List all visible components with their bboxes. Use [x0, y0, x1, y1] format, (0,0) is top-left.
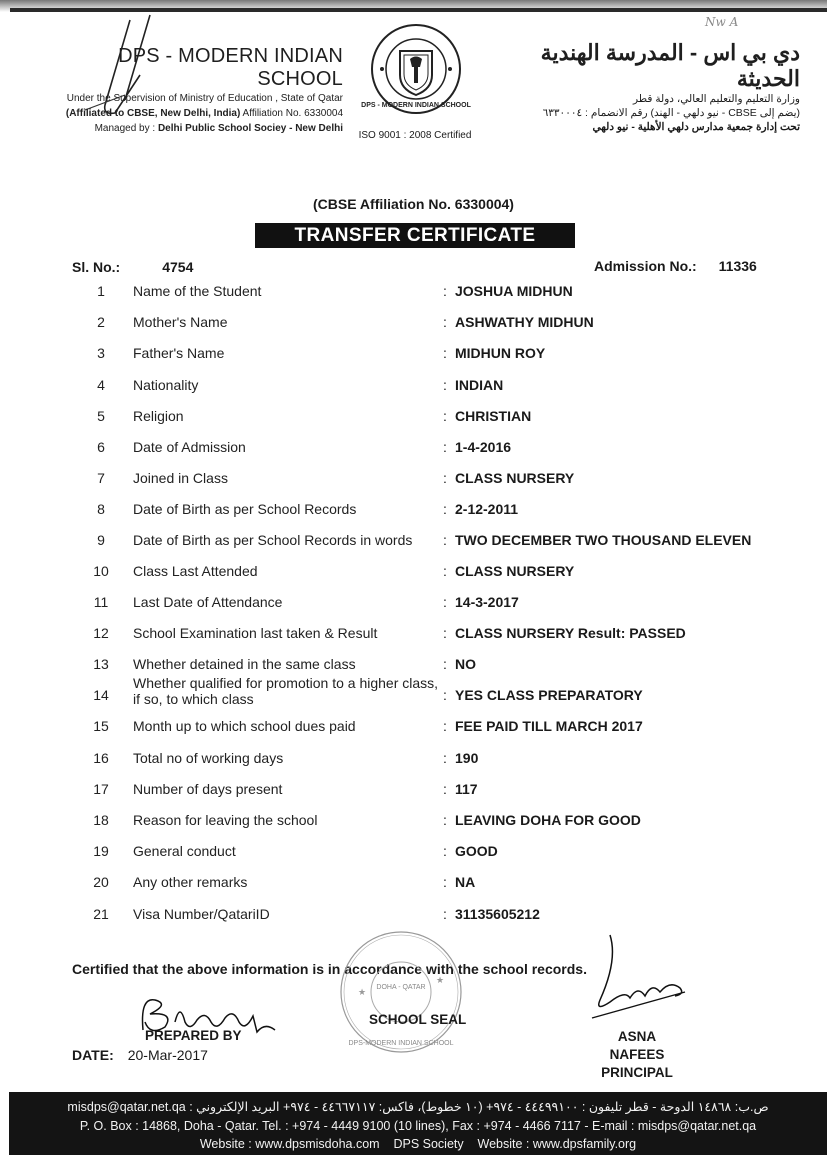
field-colon: :: [443, 408, 447, 424]
field-label: Reason for leaving the school: [133, 812, 318, 828]
field-number: 19: [93, 843, 109, 859]
field-number: 16: [93, 750, 109, 766]
school-logo-icon: [361, 23, 471, 115]
field-value: INDIAN: [455, 377, 504, 393]
prepared-by-label: PREPARED BY: [145, 1028, 242, 1043]
field-colon: :: [443, 594, 447, 610]
field-number: 11: [93, 594, 109, 610]
affiliation-text: [33, 106, 343, 121]
field-colon: :: [443, 874, 447, 890]
affiliation-bold: (Affiliated to CBSE, New Delhi, India): [65, 108, 241, 119]
field-colon: :: [443, 283, 447, 299]
school-header-english: [33, 45, 343, 136]
field-label: General conduct: [133, 843, 236, 859]
field-row: [90, 408, 790, 428]
field-row: [90, 283, 790, 303]
school-name: DPS - MODERN INDIAN SCHOOL: [118, 45, 343, 90]
field-number: 17: [93, 781, 109, 797]
field-number: 21: [93, 906, 109, 922]
field-row: [90, 439, 790, 459]
footer-address: P. O. Box : 14868, Doha - Qatar. Tel. : +974 - 4449 9100 (10 lines), Fax : +974 - 4466 7117 - E-mail : misdps@qatar.net.qa: [79, 1118, 757, 1133]
field-row: [90, 594, 790, 614]
field-label: Whether detained in the same class: [133, 656, 356, 672]
field-value: CLASS NURSERY Result: PASSED: [455, 625, 686, 641]
field-label: Number of days present: [133, 781, 283, 797]
field-value: TWO DECEMBER TWO THOUSAND ELEVEN: [455, 532, 752, 548]
admission-number: [594, 258, 757, 274]
arabic-school-name: دي بي اس - المدرسة الهندية الحديثة: [540, 40, 800, 91]
serial-number: [72, 259, 193, 275]
field-row: [90, 656, 790, 676]
field-label: Total no of working days: [133, 750, 284, 766]
issue-date: [72, 1047, 208, 1063]
field-label: Joined in Class: [133, 470, 228, 486]
field-colon: :: [443, 532, 447, 548]
field-value: CLASS NURSERY: [455, 563, 575, 579]
date-value: 20-Mar-2017: [127, 1047, 208, 1063]
field-label: Whether qualified for promotion to a higher class, if so, to which class: [133, 675, 439, 707]
field-label: Last Date of Attendance: [133, 594, 283, 610]
field-colon: :: [443, 314, 447, 330]
field-value: GOOD: [455, 843, 498, 859]
field-number: 3: [97, 345, 105, 361]
field-label: Nationality: [133, 377, 199, 393]
field-label: Date of Birth as per School Records in words: [133, 532, 413, 548]
managed-prefix: Managed by :: [94, 123, 158, 134]
field-colon: :: [443, 625, 447, 641]
certificate-title: TRANSFER CERTIFICATE: [255, 223, 575, 248]
serial-number-value: 4754: [162, 259, 194, 275]
admission-number-value: 11336: [718, 258, 757, 274]
field-row: [90, 675, 790, 707]
field-value: FEE PAID TILL MARCH 2017: [455, 718, 643, 734]
field-colon: :: [443, 843, 447, 859]
field-label: Any other remarks: [133, 874, 248, 890]
arabic-managed-by: تحت إدارة جمعية مدارس دلهي الأهلية - نيو دلهي: [592, 121, 800, 133]
school-header-arabic: [478, 40, 800, 134]
field-number: 1: [97, 283, 105, 299]
field-number: 10: [93, 563, 109, 579]
field-row: [90, 812, 790, 832]
footer-arabic-contact: ص.ب: ١٤٨٦٨ الدوحة - قطر تليفون : ٤٤٤٩٩١٠٠ - ٩٧٤+ (١٠ خطوط)، فاكس: ٤٤٦٦٧١١٧ - ٩٧٤+ البريد الإلكتروني : misdps@qatar.net.qa: [67, 1100, 769, 1114]
field-value: NO: [455, 656, 476, 672]
field-colon: :: [443, 470, 447, 486]
field-colon: :: [443, 718, 447, 734]
cbse-affiliation: (CBSE Affiliation No. 6330004): [313, 196, 514, 212]
seal-star-icon: ★: [358, 987, 367, 997]
field-row: [90, 377, 790, 397]
field-label: Religion: [133, 408, 184, 424]
field-label: Mother's Name: [133, 314, 228, 330]
serial-number-label: Sl. No.:: [72, 259, 121, 275]
field-row: [90, 532, 790, 552]
field-colon: :: [443, 563, 447, 579]
field-value: CLASS NURSERY: [455, 470, 575, 486]
supervision-text: Under the Supervision of Ministry of Education , State of Qatar: [66, 93, 343, 104]
school-seal-stamp: [336, 927, 466, 1057]
field-colon: :: [443, 501, 447, 517]
field-value: 117: [455, 781, 478, 797]
field-label: Date of Birth as per School Records: [133, 501, 357, 517]
field-row: [90, 874, 790, 894]
field-number: 6: [97, 439, 105, 455]
field-label: Name of the Student: [133, 283, 262, 299]
field-colon: :: [443, 781, 447, 797]
principal-block: [592, 1028, 682, 1082]
field-number: 7: [97, 470, 105, 486]
field-row: [90, 781, 790, 801]
field-number: 5: [97, 408, 105, 424]
field-colon: :: [443, 377, 447, 393]
field-label: Class Last Attended: [133, 563, 258, 579]
certification-statement: Certified that the above information is in accordance with the school records.: [72, 961, 587, 977]
field-value: 31135605212: [455, 906, 540, 922]
field-row: [90, 563, 790, 583]
field-colon: :: [443, 687, 447, 703]
field-colon: :: [443, 656, 447, 672]
field-colon: :: [443, 906, 447, 922]
field-value: CHRISTIAN: [455, 408, 532, 424]
field-value: 14-3-2017: [455, 594, 519, 610]
field-value: MIDHUN ROY: [455, 345, 546, 361]
principal-title: PRINCIPAL: [601, 1065, 673, 1080]
field-colon: :: [443, 439, 447, 455]
header-rule: [10, 8, 827, 12]
field-label: Date of Admission: [133, 439, 246, 455]
field-value: YES CLASS PREPARATORY: [455, 687, 643, 703]
field-colon: :: [443, 345, 447, 361]
field-value: NA: [455, 874, 476, 890]
field-value: LEAVING DOHA FOR GOOD: [455, 812, 641, 828]
field-value: 2-12-2011: [455, 501, 519, 517]
field-label: Month up to which school dues paid: [133, 718, 356, 734]
managed-by: Delhi Public School Sociey - New Delhi: [157, 123, 343, 134]
contact-footer: [9, 1092, 827, 1155]
arabic-affiliation: (يضم إلى CBSE - نيو دلهي - الهند) رقم الانضمام : ٦٣٣٠٠٠٤: [542, 107, 800, 119]
field-label: School Examination last taken & Result: [133, 625, 378, 641]
field-number: 15: [93, 718, 109, 734]
field-number: 13: [93, 656, 109, 672]
field-value: ASHWATHY MIDHUN: [455, 314, 594, 330]
field-row: [90, 625, 790, 645]
principal-name: ASNA NAFEES: [609, 1029, 665, 1062]
field-row: [90, 750, 790, 770]
field-value: 190: [455, 750, 479, 766]
field-label: Visa Number/QatariID: [133, 906, 270, 922]
field-row: [90, 470, 790, 490]
affiliation-number: Affiliation No. 6330004: [240, 108, 343, 119]
field-number: 20: [93, 874, 109, 890]
arabic-ministry: وزارة التعليم والتعليم العالي، دولة قطر: [633, 93, 800, 105]
seal-star-icon: ★: [436, 975, 445, 985]
seal-city: DOHA - QATAR: [376, 984, 426, 991]
admission-number-label: Admission No.:: [594, 258, 697, 274]
date-label: DATE:: [72, 1047, 114, 1063]
footer-websites: Website : www.dpsmisdoha.com DPS Society Website : www.dpsfamily.org: [199, 1137, 637, 1151]
field-row: [90, 718, 790, 738]
field-number: 8: [97, 501, 105, 517]
field-number: 9: [97, 532, 105, 548]
field-row: [90, 501, 790, 521]
principal-signature-icon: [590, 930, 700, 1020]
field-label: Father's Name: [133, 345, 225, 361]
field-row: [90, 906, 790, 926]
handwritten-note: Nw A: [705, 15, 739, 29]
field-colon: :: [443, 812, 447, 828]
field-row: [90, 843, 790, 863]
field-number: 2: [97, 314, 105, 330]
managed-by-text: [33, 121, 343, 136]
field-number: 14: [93, 687, 109, 703]
field-value: 1-4-2016: [455, 439, 512, 455]
field-colon: :: [443, 750, 447, 766]
seal-school: DPS-MODERN INDIAN SCHOOL: [348, 1040, 454, 1047]
logo-text: DPS - MODERN INDIAN SCHOOL: [361, 102, 471, 109]
field-row: [90, 345, 790, 365]
field-value: JOSHUA MIDHUN: [455, 283, 573, 299]
school-seal-label: SCHOOL SEAL: [369, 1012, 467, 1027]
field-number: 12: [93, 625, 109, 641]
iso-certification: ISO 9001 : 2008 Certified: [358, 130, 472, 141]
field-number: 4: [97, 377, 105, 393]
field-row: [90, 314, 790, 334]
field-number: 18: [93, 812, 109, 828]
